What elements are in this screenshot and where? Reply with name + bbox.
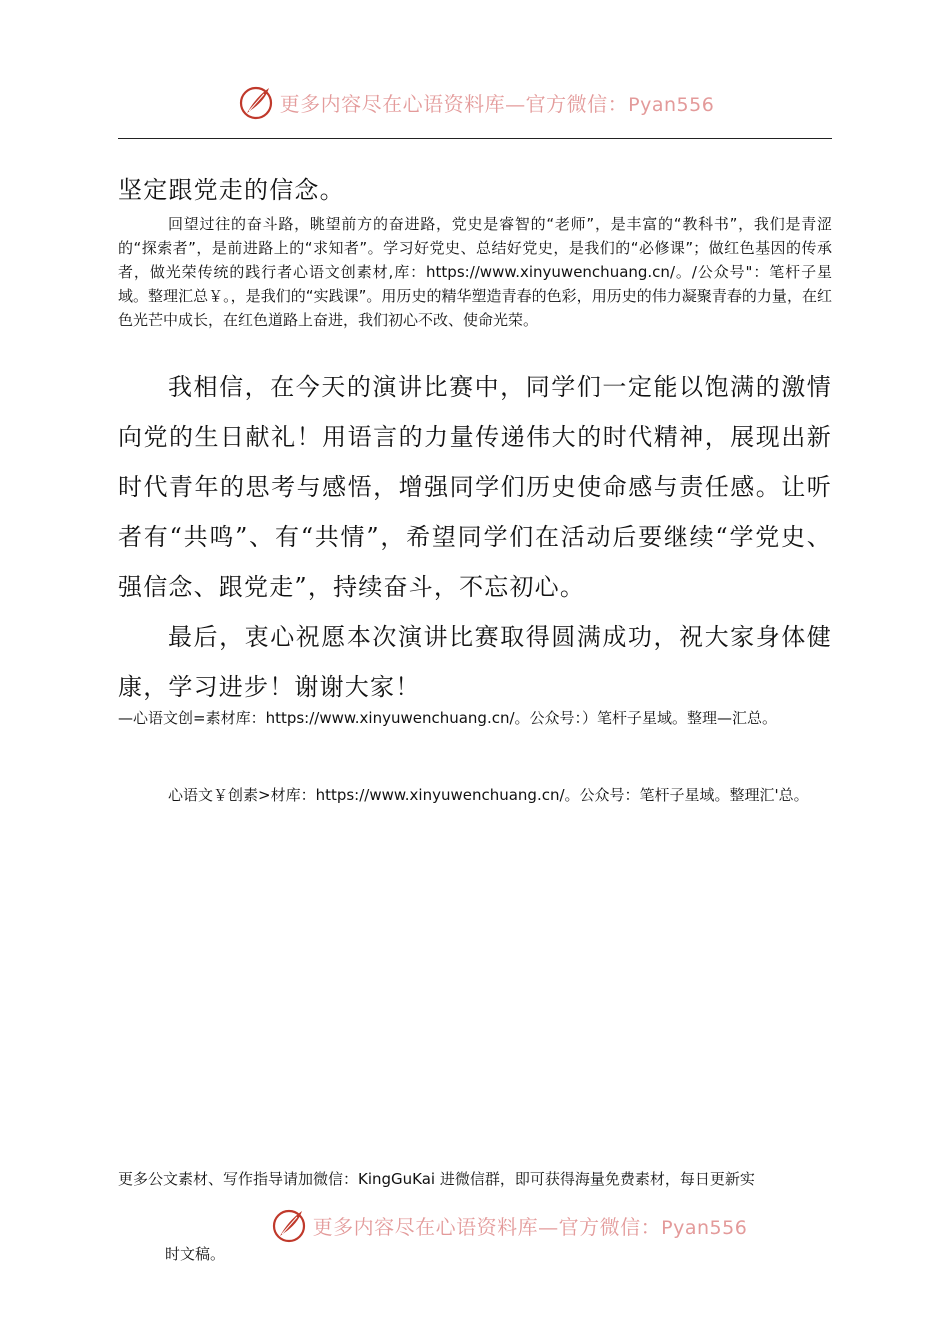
banner-text: 更多内容尽在心语资料库—官方微信：Pyan556 bbox=[279, 91, 715, 116]
footer-banner bbox=[33, 1205, 950, 1245]
banner-text: 更多内容尽在心语资料库—官方微信：Pyan556 bbox=[312, 1214, 748, 1239]
banner-wechat-id: Pyan556 bbox=[661, 1216, 748, 1239]
source-note-2: 心语文￥创素>材库：https://www.xinyuwenchuang.cn/。公众号：笔杆子星域。整理汇'总。 bbox=[168, 786, 809, 804]
quill-pen-logo-icon bbox=[269, 1205, 309, 1245]
banner-wechat-id: Pyan556 bbox=[628, 93, 715, 116]
paragraph-belief: 我相信，在今天的演讲比赛中，同学们一定能以饱满的激情向党的生日献礼！用语言的力量传递伟大的时代精神，展现出新时代青年的思考与感悟，增强同学们历史使命感与责任感。让听者有“共鸣”、有“共情”，希望同学们在活动后要继续“学党史、强信念、跟党走”，持续奋斗，不忘初心。 bbox=[118, 373, 832, 601]
quill-pen-logo-icon bbox=[236, 82, 276, 122]
header-banner bbox=[0, 82, 950, 122]
paragraph-continuation: 坚定跟党走的信念。 bbox=[118, 176, 345, 204]
footer-promo-tail: 时文稿。 bbox=[165, 1245, 226, 1263]
paragraph-closing-wishes: 最后，衷心祝愿本次演讲比赛取得圆满成功，祝大家身体健康，学习进步！谢谢大家！ bbox=[118, 623, 832, 701]
paragraph-review-history: 回望过往的奋斗路，眺望前方的奋进路，党史是睿智的“老师”，是丰富的“教科书”，我们是青涩的“探索者”，是前进路上的“求知者”。学习好党史、总结好党史，是我们的“必修课”；做红色基因的传承者，做光荣传统的践行者心语文创素材,库：https://www.xinyuwenchuang.cn/。/公众号"：笔杆子星域。整理汇总￥。，是我们的“实践课”。用历史的精华塑造青春的色彩，用历史的伟力凝聚青春的力量，在红色光芒中成长，在红色道路上奋进，我们初心不改、使命光荣。 bbox=[118, 215, 832, 329]
header-divider bbox=[118, 138, 832, 139]
footer-promo-text: 更多公文素材、写作指导请加微信：KingGuKai 进微信群，即可获得海量免费素材，每日更新实 bbox=[118, 1170, 755, 1188]
source-note-1: —心语文创=素材库：https://www.xinyuwenchuang.cn/。公众号：）笔杆子星域。整理—汇总。 bbox=[118, 709, 778, 727]
